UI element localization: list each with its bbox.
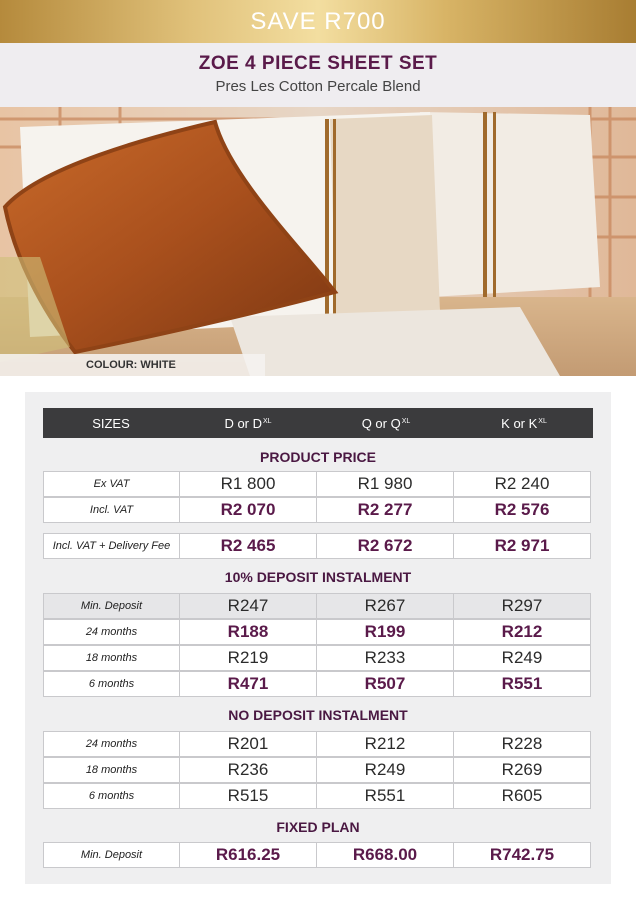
price-cell: R605 <box>453 783 591 809</box>
price-cell: R236 <box>179 757 317 783</box>
price-cell: R2 971 <box>453 533 591 559</box>
product-header <box>0 43 636 107</box>
table-row <box>43 783 593 809</box>
price-cell: R2 240 <box>453 471 591 497</box>
price-cell: R2 465 <box>179 533 317 559</box>
table-row <box>43 671 593 697</box>
pricing-panel <box>25 392 611 884</box>
row-label: Min. Deposit <box>43 842 180 868</box>
price-cell: R507 <box>316 671 454 697</box>
price-cell: R297 <box>453 593 591 619</box>
price-cell: R233 <box>316 645 454 671</box>
price-cell: R742.75 <box>453 842 591 868</box>
price-cell: R267 <box>316 593 454 619</box>
header-king-label: K or K <box>501 415 538 431</box>
section-no-deposit-instalment: NO DEPOSIT INSTALMENT <box>228 707 408 723</box>
price-cell: R2 277 <box>316 497 454 523</box>
product-subtitle: Pres Les Cotton Percale Blend <box>215 78 421 95</box>
table-row <box>43 842 593 868</box>
table-row <box>43 645 593 671</box>
row-label: 18 months <box>43 645 180 671</box>
header-queen-label: Q or Q <box>361 415 401 431</box>
product-title: ZOE 4 PIECE SHEET SET <box>198 53 438 74</box>
price-cell: R188 <box>179 619 317 645</box>
section-product-price: PRODUCT PRICE <box>260 449 376 465</box>
product-photo-illustration <box>0 107 636 376</box>
price-cell: R249 <box>453 645 591 671</box>
table-row <box>43 757 593 783</box>
price-cell: R228 <box>453 731 591 757</box>
table-row <box>43 497 593 523</box>
price-cell: R2 672 <box>316 533 454 559</box>
table-row <box>43 533 593 559</box>
row-label: 6 months <box>43 671 180 697</box>
header-double <box>179 408 317 438</box>
header-king-sup: XL <box>538 417 547 425</box>
price-cell: R1 980 <box>316 471 454 497</box>
price-cell: R2 070 <box>179 497 317 523</box>
price-cell: R471 <box>179 671 317 697</box>
price-cell: R551 <box>316 783 454 809</box>
row-label: 24 months <box>43 619 180 645</box>
price-cell: R212 <box>316 731 454 757</box>
table-row <box>43 619 593 645</box>
table-header <box>43 408 593 438</box>
price-cell: R2 576 <box>453 497 591 523</box>
price-cell: R616.25 <box>179 842 317 868</box>
save-banner-text: SAVE R700 <box>250 7 386 35</box>
row-label: 18 months <box>43 757 180 783</box>
price-cell: R269 <box>453 757 591 783</box>
row-label: 6 months <box>43 783 180 809</box>
header-king <box>455 408 593 438</box>
table-row <box>43 471 593 497</box>
price-cell: R247 <box>179 593 317 619</box>
row-label: 24 months <box>43 731 180 757</box>
price-cell: R515 <box>179 783 317 809</box>
price-cell: R1 800 <box>179 471 317 497</box>
price-cell: R668.00 <box>316 842 454 868</box>
header-double-sup: XL <box>263 417 272 425</box>
price-cell: R551 <box>453 671 591 697</box>
header-queen <box>317 408 455 438</box>
row-label: Min. Deposit <box>43 593 180 619</box>
price-cell: R249 <box>316 757 454 783</box>
price-cell: R219 <box>179 645 317 671</box>
header-double-label: D or D <box>224 415 262 431</box>
row-label: Incl. VAT <box>43 497 180 523</box>
row-label: Incl. VAT + Delivery Fee <box>43 533 180 559</box>
colour-label: COLOUR: WHITE <box>0 354 265 376</box>
product-photo <box>0 107 636 376</box>
header-sizes: SIZES <box>92 415 130 431</box>
header-queen-sup: XL <box>401 417 411 425</box>
price-cell: R212 <box>453 619 591 645</box>
price-cell: R201 <box>179 731 317 757</box>
section-fixed-plan: FIXED PLAN <box>276 819 360 835</box>
table-row <box>43 731 593 757</box>
table-row <box>43 593 593 619</box>
save-banner <box>0 0 636 43</box>
section-deposit-instalment: 10% DEPOSIT INSTALMENT <box>224 569 412 585</box>
price-cell: R199 <box>316 619 454 645</box>
row-label: Ex VAT <box>43 471 180 497</box>
